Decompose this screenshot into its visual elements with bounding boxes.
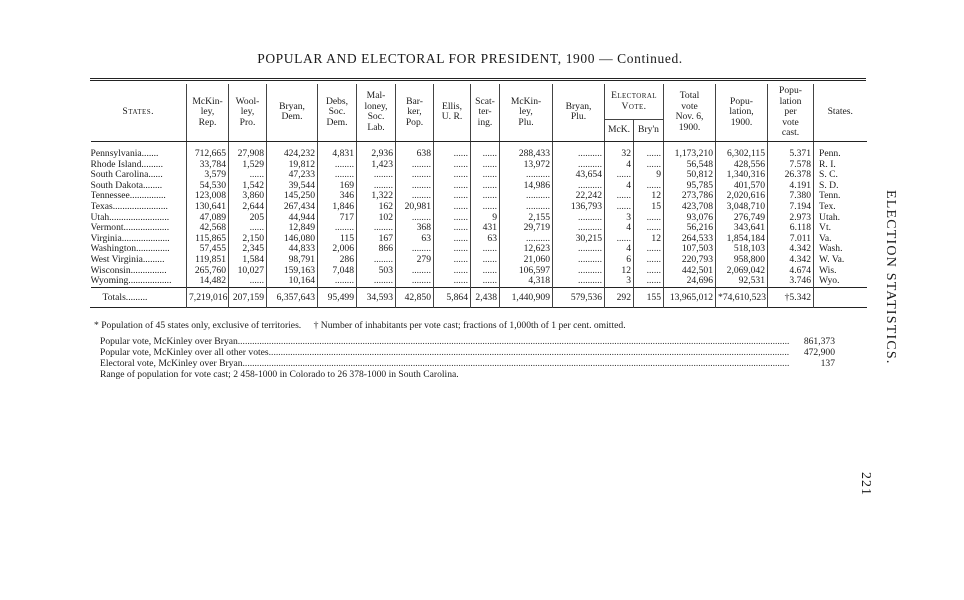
mckinley-rep-votes: 57,455 [187, 244, 229, 255]
electoral-mckinley: 32 [605, 149, 634, 160]
top-rule [90, 78, 866, 81]
totals-barker: 42,850 [396, 287, 434, 308]
bryan-dem-votes: 159,163 [267, 266, 318, 277]
state-name: Wisconsin............... [90, 265, 167, 276]
mckinley-rep-votes: 54,530 [187, 181, 229, 192]
mckinley-rep-votes: 42,568 [187, 223, 229, 234]
footnote-inhabitants: † Number of inhabitants per vote cast; fractions of 1,000th of 1 per cent. omitted. [313, 320, 626, 331]
state-name: West Virginia......... [90, 254, 165, 265]
state-name: Wyoming.................. [90, 276, 172, 287]
page-title: POPULAR AND ELECTORAL FOR PRESIDENT, 1900 — Continued. [257, 51, 683, 66]
header-bryan-dem: Bryan, Dem. [267, 84, 318, 141]
header-ev-bryn: Bry'n [634, 120, 664, 142]
header-pop-per-vote: Popu- lation per vote cast. [768, 84, 814, 141]
population: 2,069,042 [716, 266, 768, 277]
bryan-dem-votes: 10,164 [267, 276, 318, 287]
summary-value: 137 [820, 358, 835, 369]
header-states-abbr: States. [814, 84, 867, 141]
scattering-votes: ...... [471, 244, 500, 255]
state-name: Washington.............. [90, 244, 170, 255]
electoral-mckinley: ...... [605, 234, 634, 245]
bryan-plu: .......... [553, 255, 605, 266]
state-name: Virginia.................... [90, 233, 170, 244]
table-row [91, 234, 867, 245]
population: 2,020,616 [716, 191, 768, 202]
table-row [91, 276, 867, 287]
debs-votes: 7,048 [318, 266, 357, 277]
mckinley-plu: 14,986 [500, 181, 553, 192]
population: 276,749 [716, 213, 768, 224]
scattering-votes: 63 [471, 234, 500, 245]
state-abbr: Penn. [814, 149, 867, 160]
malloney-votes: ........ [357, 170, 396, 181]
malloney-votes: 1,423 [357, 160, 396, 171]
state-abbr: Tex. [814, 202, 867, 213]
electoral-mckinley: ...... [605, 170, 634, 181]
election-table [90, 84, 867, 308]
barker-votes: ........ [396, 191, 434, 202]
electoral-bryan: 9 [634, 170, 664, 181]
electoral-mckinley: 4 [605, 160, 634, 171]
state-abbr: Wis. [814, 266, 867, 277]
total-vote: 95,785 [664, 181, 716, 192]
mckinley-plu: 13,972 [500, 160, 553, 171]
barker-votes: 20,981 [396, 202, 434, 213]
scattering-votes: ...... [471, 170, 500, 181]
wooley-pro-votes: 1,584 [229, 255, 267, 266]
mckinley-rep-votes: 14,482 [187, 276, 229, 287]
bryan-plu: .......... [553, 276, 605, 287]
total-vote: 50,812 [664, 170, 716, 181]
table-row [91, 149, 867, 160]
electoral-mckinley: 4 [605, 181, 634, 192]
spacer-row [91, 141, 867, 149]
table-row [91, 255, 867, 266]
scattering-votes: ...... [471, 255, 500, 266]
barker-votes: ........ [396, 276, 434, 287]
state-name: Texas....................... [90, 201, 168, 212]
electoral-bryan: ...... [634, 244, 664, 255]
scattering-votes: ...... [471, 160, 500, 171]
bryan-plu: .......... [553, 181, 605, 192]
population: 3,048,710 [716, 202, 768, 213]
electoral-bryan: 15 [634, 202, 664, 213]
population: 518,103 [716, 244, 768, 255]
mckinley-plu: 2,155 [500, 213, 553, 224]
malloney-votes: 1,322 [357, 191, 396, 202]
header-bryan-plu: Bryan, Plu. [553, 84, 605, 141]
totals-mckinley-plu: 1,440,909 [500, 287, 553, 308]
mckinley-plu: 21,060 [500, 255, 553, 266]
debs-votes: 346 [318, 191, 357, 202]
header-ev-mck: McK. [605, 120, 634, 142]
ellis-votes: ...... [434, 255, 471, 266]
pop-per-vote: 26.378 [768, 170, 814, 181]
malloney-votes: ........ [357, 255, 396, 266]
pop-per-vote: 3.746 [768, 276, 814, 287]
total-vote: 423,708 [664, 202, 716, 213]
state-name: Tennessee............... [90, 191, 166, 202]
state-abbr: S. D. [814, 181, 867, 192]
totals-ev-mck: 292 [605, 287, 634, 308]
ellis-votes: ...... [434, 244, 471, 255]
wooley-pro-votes: ...... [229, 276, 267, 287]
population: 958,800 [716, 255, 768, 266]
header-ellis-ur: Ellis, U. R. [434, 84, 471, 141]
debs-votes: 2,006 [318, 244, 357, 255]
summary-label: Range of population for vote cast; 2 458-1000 in Colorado to 26 378-1000 in South Carolina. [100, 369, 459, 380]
total-vote: 56,216 [664, 223, 716, 234]
wooley-pro-votes: 27,908 [229, 149, 267, 160]
electoral-mckinley: 3 [605, 213, 634, 224]
ellis-votes: ...... [434, 181, 471, 192]
pop-per-vote: 4.342 [768, 255, 814, 266]
table-row [91, 244, 867, 255]
state-name: South Dakota........ [90, 180, 163, 191]
bryan-plu: .......... [553, 223, 605, 234]
totals-population: *74,610,523 [716, 287, 768, 308]
bryan-dem-votes: 145,250 [267, 191, 318, 202]
total-vote: 24,696 [664, 276, 716, 287]
population: 6,302,115 [716, 149, 768, 160]
header-barker-pop: Bar- ker, Pop. [396, 84, 434, 141]
wooley-pro-votes: 1,542 [229, 181, 267, 192]
header-electoral-vote: Electoral Vote. [605, 84, 664, 120]
barker-votes: 638 [396, 149, 434, 160]
total-vote: 264,533 [664, 234, 716, 245]
state-name: Pennsylvania....... [90, 148, 159, 159]
wooley-pro-votes: 1,529 [229, 160, 267, 171]
table-row [91, 170, 867, 181]
electoral-bryan: ...... [634, 160, 664, 171]
ellis-votes: ...... [434, 234, 471, 245]
population: 92,531 [716, 276, 768, 287]
bryan-plu: .......... [553, 244, 605, 255]
totals-mckinley-rep: 7,219,016 [187, 287, 229, 308]
bryan-dem-votes: 424,232 [267, 149, 318, 160]
header-mckinley-plu: McKin- ley, Plu. [500, 84, 553, 141]
malloney-votes: 866 [357, 244, 396, 255]
barker-votes: ........ [396, 181, 434, 192]
electoral-bryan: ...... [634, 223, 664, 234]
electoral-mckinley: 4 [605, 223, 634, 234]
table-row [91, 213, 867, 224]
bryan-dem-votes: 39,544 [267, 181, 318, 192]
summary-row [100, 369, 835, 380]
bryan-dem-votes: 12,849 [267, 223, 318, 234]
debs-votes: 169 [318, 181, 357, 192]
page-number: 221 [858, 472, 873, 496]
header-total-vote: Total vote Nov. 6, 1900. [664, 84, 716, 141]
table-body [91, 141, 867, 287]
population: 1,854,184 [716, 234, 768, 245]
debs-votes: ........ [318, 276, 357, 287]
barker-votes: 63 [396, 234, 434, 245]
debs-votes: ........ [318, 223, 357, 234]
mckinley-rep-votes: 265,760 [187, 266, 229, 277]
malloney-votes: ........ [357, 223, 396, 234]
table-row [91, 160, 867, 171]
bryan-plu: 30,215 [553, 234, 605, 245]
electoral-mckinley: 6 [605, 255, 634, 266]
table-row [91, 191, 867, 202]
state-abbr: S. C. [814, 170, 867, 181]
header-scattering: Scat- ter- ing. [471, 84, 500, 141]
state-name: Rhode Island......... [90, 159, 163, 170]
electoral-bryan: ...... [634, 276, 664, 287]
header-wooley-pro: Wool- ley, Pro. [229, 84, 267, 141]
wooley-pro-votes: ...... [229, 170, 267, 181]
electoral-mckinley: ...... [605, 191, 634, 202]
bryan-dem-votes: 146,080 [267, 234, 318, 245]
bryan-dem-votes: 267,434 [267, 202, 318, 213]
state-abbr: Tenn. [814, 191, 867, 202]
wooley-pro-votes: ...... [229, 223, 267, 234]
scattering-votes: 431 [471, 223, 500, 234]
total-vote: 1,173,210 [664, 149, 716, 160]
electoral-bryan: ...... [634, 149, 664, 160]
electoral-bryan: ...... [634, 255, 664, 266]
malloney-votes: 162 [357, 202, 396, 213]
total-vote: 442,501 [664, 266, 716, 277]
table-row [91, 266, 867, 277]
ellis-votes: ...... [434, 266, 471, 277]
summary-label: Popular vote, McKinley over Bryan [100, 336, 238, 347]
electoral-mckinley: 4 [605, 244, 634, 255]
summary-row [100, 336, 835, 347]
mckinley-rep-votes: 123,008 [187, 191, 229, 202]
totals-bryan-plu: 579,536 [553, 287, 605, 308]
mckinley-rep-votes: 47,089 [187, 213, 229, 224]
state-abbr: Wyo. [814, 276, 867, 287]
bryan-plu: .......... [553, 266, 605, 277]
electoral-mckinley: 3 [605, 276, 634, 287]
electoral-bryan: 12 [634, 191, 664, 202]
mckinley-plu: .......... [500, 170, 553, 181]
pop-per-vote: 6.118 [768, 223, 814, 234]
mckinley-plu: 106,597 [500, 266, 553, 277]
header-malloney-soc-lab: Mal- loney, Soc. Lab. [357, 84, 396, 141]
debs-votes: 717 [318, 213, 357, 224]
totals-total-vote: 13,965,012 [664, 287, 716, 308]
bryan-plu: .......... [553, 213, 605, 224]
summary-label: Popular vote, McKinley over all other votes [100, 347, 269, 358]
totals-row [91, 287, 867, 308]
mckinley-rep-votes: 119,851 [187, 255, 229, 266]
footnotes [94, 320, 870, 331]
pop-per-vote: 2.973 [768, 213, 814, 224]
electoral-bryan: ...... [634, 181, 664, 192]
mckinley-plu: 288,433 [500, 149, 553, 160]
bryan-dem-votes: 47,233 [267, 170, 318, 181]
totals-wooley-pro: 207,159 [229, 287, 267, 308]
mckinley-plu: 12,623 [500, 244, 553, 255]
bottom-rule-row [91, 308, 867, 309]
summary-label: Electoral vote, McKinley over Bryan [100, 358, 243, 369]
total-vote: 273,786 [664, 191, 716, 202]
barker-votes: ........ [396, 170, 434, 181]
summary-list [100, 336, 835, 380]
mckinley-plu: .......... [500, 202, 553, 213]
total-vote: 56,548 [664, 160, 716, 171]
mckinley-plu: .......... [500, 234, 553, 245]
malloney-votes: 2,936 [357, 149, 396, 160]
ellis-votes: ...... [434, 223, 471, 234]
pop-per-vote: 4.191 [768, 181, 814, 192]
bryan-dem-votes: 44,833 [267, 244, 318, 255]
malloney-votes: 167 [357, 234, 396, 245]
header-row [91, 84, 867, 120]
total-vote: 93,076 [664, 213, 716, 224]
ellis-votes: ...... [434, 160, 471, 171]
scattering-votes: ...... [471, 149, 500, 160]
scattering-votes: ...... [471, 276, 500, 287]
wooley-pro-votes: 10,027 [229, 266, 267, 277]
total-vote: 220,793 [664, 255, 716, 266]
barker-votes: 368 [396, 223, 434, 234]
population: 343,641 [716, 223, 768, 234]
totals-debs: 95,499 [318, 287, 357, 308]
barker-votes: ........ [396, 213, 434, 224]
wooley-pro-votes: 2,345 [229, 244, 267, 255]
totals-malloney: 34,593 [357, 287, 396, 308]
bryan-dem-votes: 44,944 [267, 213, 318, 224]
debs-votes: 115 [318, 234, 357, 245]
population: 428,556 [716, 160, 768, 171]
pop-per-vote: 7.578 [768, 160, 814, 171]
mckinley-rep-votes: 130,641 [187, 202, 229, 213]
barker-votes: ........ [396, 266, 434, 277]
header-mckinley-rep: McKin- ley, Rep. [187, 84, 229, 141]
scattering-votes: ...... [471, 181, 500, 192]
summary-value: 861,373 [803, 336, 835, 347]
debs-votes: 1,846 [318, 202, 357, 213]
state-abbr: Wash. [814, 244, 867, 255]
totals-bryan-dem: 6,357,643 [267, 287, 318, 308]
ellis-votes: ...... [434, 213, 471, 224]
ellis-votes: ...... [434, 191, 471, 202]
table-row [91, 223, 867, 234]
bryan-plu: 43,654 [553, 170, 605, 181]
header-population: Popu- lation, 1900. [716, 84, 768, 141]
state-abbr: Va. [814, 234, 867, 245]
scattering-votes: ...... [471, 266, 500, 277]
notes-section [90, 320, 870, 380]
electoral-bryan: ...... [634, 266, 664, 277]
totals-ellis: 5,864 [434, 287, 471, 308]
mckinley-rep-votes: 33,784 [187, 160, 229, 171]
malloney-votes: 503 [357, 266, 396, 277]
total-vote: 107,503 [664, 244, 716, 255]
bryan-dem-votes: 98,791 [267, 255, 318, 266]
pop-per-vote: 4.342 [768, 244, 814, 255]
wooley-pro-votes: 2,644 [229, 202, 267, 213]
debs-votes: ........ [318, 160, 357, 171]
population: 1,340,316 [716, 170, 768, 181]
malloney-votes: 102 [357, 213, 396, 224]
mckinley-plu: 4,318 [500, 276, 553, 287]
pop-per-vote: 5.371 [768, 149, 814, 160]
ellis-votes: ...... [434, 276, 471, 287]
population: 401,570 [716, 181, 768, 192]
scattering-votes: ...... [471, 202, 500, 213]
mckinley-plu: .......... [500, 191, 553, 202]
totals-pop-per-vote: †5.342 [768, 287, 814, 308]
bryan-plu: .......... [553, 160, 605, 171]
malloney-votes: ........ [357, 276, 396, 287]
electoral-bryan: ...... [634, 213, 664, 224]
electoral-bryan: 12 [634, 234, 664, 245]
bryan-dem-votes: 19,812 [267, 160, 318, 171]
wooley-pro-votes: 3,860 [229, 191, 267, 202]
malloney-votes: ........ [357, 181, 396, 192]
totals-ev-bryn: 155 [634, 287, 664, 308]
mckinley-rep-votes: 3,579 [187, 170, 229, 181]
summary-value: 472,900 [803, 347, 835, 358]
bryan-plu: 136,793 [553, 202, 605, 213]
state-abbr: R. I. [814, 160, 867, 171]
pop-per-vote: 7.011 [768, 234, 814, 245]
state-abbr: Vt. [814, 223, 867, 234]
mckinley-plu: 29,719 [500, 223, 553, 234]
ellis-votes: ...... [434, 149, 471, 160]
totals-scattering: 2,438 [471, 287, 500, 308]
wooley-pro-votes: 205 [229, 213, 267, 224]
state-name: South Carolina...... [90, 170, 163, 181]
mckinley-rep-votes: 115,865 [187, 234, 229, 245]
pop-per-vote: 7.194 [768, 202, 814, 213]
barker-votes: ........ [396, 244, 434, 255]
pop-per-vote: 4.674 [768, 266, 814, 277]
table-row [91, 202, 867, 213]
footnote-population: * Population of 45 states only, exclusive of territories. [94, 320, 302, 331]
totals-label: Totals......... [91, 287, 187, 308]
mckinley-rep-votes: 712,665 [187, 149, 229, 160]
debs-votes: ........ [318, 170, 357, 181]
electoral-mckinley: 12 [605, 266, 634, 277]
ellis-votes: ...... [434, 202, 471, 213]
scattering-votes: 9 [471, 213, 500, 224]
table-row [91, 181, 867, 192]
header-debs-soc-dem: Debs, Soc. Dem. [318, 84, 357, 141]
bryan-plu: 22,242 [553, 191, 605, 202]
summary-row [100, 347, 835, 358]
barker-votes: 279 [396, 255, 434, 266]
summary-row [100, 358, 835, 369]
state-abbr: Utah. [814, 213, 867, 224]
side-running-header: ELECTION STATISTICS. [883, 190, 898, 365]
scattering-votes: ...... [471, 191, 500, 202]
state-abbr: W. Va. [814, 255, 867, 266]
ellis-votes: ...... [434, 170, 471, 181]
pop-per-vote: 7.380 [768, 191, 814, 202]
bryan-plu: .......... [553, 149, 605, 160]
state-name: Vermont................... [90, 223, 170, 234]
electoral-mckinley: ...... [605, 202, 634, 213]
barker-votes: ........ [396, 160, 434, 171]
state-name: Utah......................... [90, 212, 170, 223]
debs-votes: 286 [318, 255, 357, 266]
debs-votes: 4,831 [318, 149, 357, 160]
header-states: States. [91, 84, 187, 141]
wooley-pro-votes: 2,150 [229, 234, 267, 245]
